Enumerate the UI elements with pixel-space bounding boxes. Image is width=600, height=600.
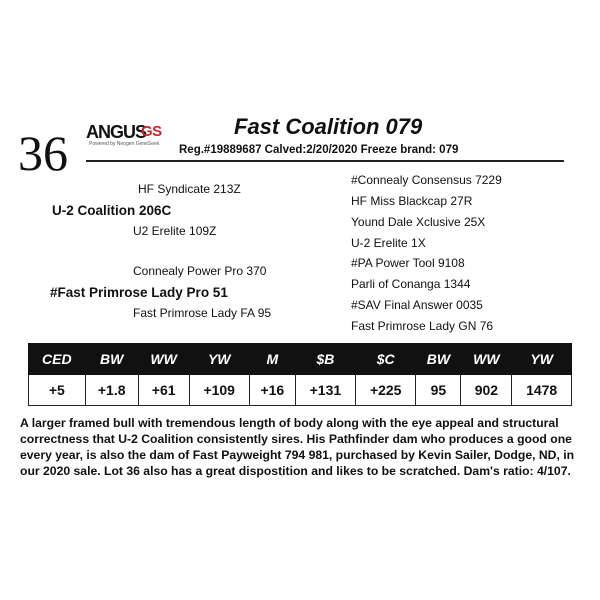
epd-header-m: M: [249, 344, 295, 375]
pedigree-ggp-4: U-2 Erelite 1X: [351, 236, 426, 250]
pedigree-ggp-1: #Connealy Consensus 7229: [351, 173, 502, 187]
epd-value-bw: +1.8: [85, 375, 138, 406]
lot-description: A larger framed bull with tremendous length of body along with the eye appeal and structural correctness that U-2 Coalition consistently sires. His Pathfinder dam who produces a good one every year, is also the dam of Fast Payweight 794 981, purchased by Kevin Sailer, Dodge, ND, in our 2020 sale. Lot 36 also has a great dispostition and likes to be scratched. Dam's ratio: 4/107.: [20, 416, 575, 478]
epd-header-row: [29, 344, 572, 375]
logo-angus-text: ANGUS: [86, 122, 147, 142]
pedigree-sire-dam: U2 Erelite 109Z: [133, 224, 217, 238]
lot-number: 36: [18, 125, 68, 181]
pedigree-ggp-3: Yound Dale Xclusive 25X: [351, 215, 486, 229]
epd-value-actual-ww: 902: [461, 375, 512, 406]
pedigree-dam-dam: Fast Primrose Lady FA 95: [133, 306, 272, 320]
logo-powered-text: Powered by Neogen GeneSeek: [89, 141, 160, 147]
epd-value-actual-yw: 1478: [512, 375, 572, 406]
pedigree-ggp-5: #PA Power Tool 9108: [351, 256, 465, 270]
epd-value-ww: +61: [138, 375, 189, 406]
pedigree-ggp-2: HF Miss Blackcap 27R: [351, 194, 473, 208]
animal-name: Fast Coalition 079: [234, 114, 423, 139]
epd-header-ced: CED: [29, 344, 86, 375]
registration-line: Reg.#19889687 Calved:2/20/2020 Freeze brand: 079: [179, 144, 459, 156]
pedigree-dam-sire: Connealy Power Pro 370: [133, 264, 267, 278]
pedigree-ggp-7: #SAV Final Answer 0035: [351, 298, 483, 312]
angus-gs-logo: [86, 122, 162, 148]
epd-value-row: [29, 375, 572, 406]
epd-header-actual-yw: YW: [512, 344, 572, 375]
epd-table: [28, 343, 572, 406]
logo-gs-text: GS: [141, 123, 162, 140]
epd-header-bw: BW: [85, 344, 138, 375]
epd-header-c-index: $C: [356, 344, 416, 375]
epd-value-ced: +5: [29, 375, 86, 406]
pedigree-sire-sire: HF Syndicate 213Z: [138, 182, 241, 196]
epd-header-yw: YW: [189, 344, 249, 375]
pedigree-dam: #Fast Primrose Lady Pro 51: [50, 285, 228, 300]
pedigree-ggp-6: Parli of Conanga 1344: [351, 277, 471, 291]
epd-value-m: +16: [249, 375, 295, 406]
epd-value-actual-bw: 95: [416, 375, 461, 406]
epd-value-yw: +109: [189, 375, 249, 406]
epd-value-c-index: +225: [356, 375, 416, 406]
pedigree-sire: U-2 Coalition 206C: [52, 203, 172, 218]
epd-header-actual-ww: WW: [461, 344, 512, 375]
epd-value-b-index: +131: [295, 375, 355, 406]
header-divider: [86, 160, 564, 162]
epd-header-actual-bw: BW: [416, 344, 461, 375]
pedigree-ggp-8: Fast Primrose Lady GN 76: [351, 319, 494, 333]
epd-header-b-index: $B: [295, 344, 355, 375]
epd-header-ww: WW: [138, 344, 189, 375]
